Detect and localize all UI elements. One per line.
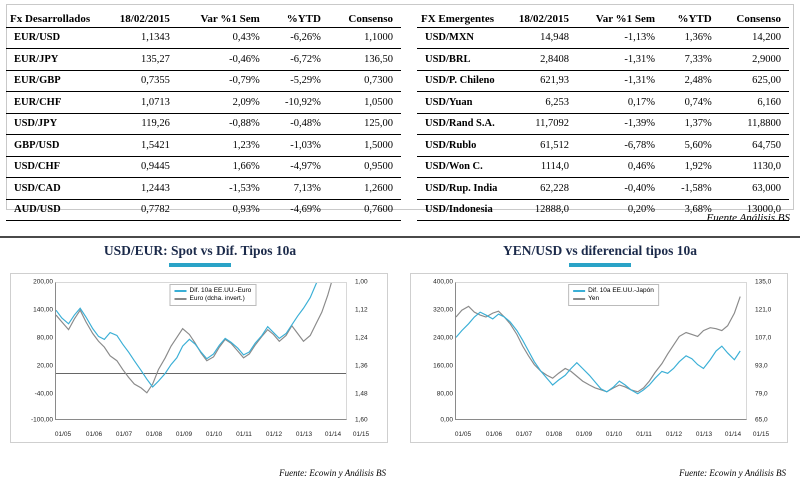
cell-consensus: 2,9000: [728, 49, 789, 71]
y-tick-label: 240,00: [433, 334, 453, 342]
y-tick-label: 160,00: [433, 362, 453, 370]
cell-consensus: 125,00: [337, 113, 401, 135]
y-tick-label: 20,00: [36, 362, 53, 370]
chart-legend-right: [568, 284, 659, 306]
table-row: [417, 113, 789, 135]
x-tick-label: 01/08: [545, 431, 563, 438]
title-accent-bar: [169, 263, 231, 267]
chart-usd-eur: [0, 240, 400, 480]
chart-title-right: YEN/USD vs diferencial tipos 10a: [502, 243, 697, 258]
y2-tick-label: 1,24: [355, 334, 368, 342]
cell-consensus: 1,1000: [337, 27, 401, 49]
y2-tick-label: 135,0: [755, 278, 772, 286]
cell-value: 0,9445: [106, 156, 186, 178]
cell-value: 11,7092: [509, 113, 585, 135]
cell-ytd: -4,97%: [274, 156, 337, 178]
cell-ytd: 5,60%: [669, 135, 728, 157]
series-line-gray: [456, 297, 740, 392]
cell-pair: USD/Rublo: [417, 135, 509, 157]
cell-var-week: 0,20%: [585, 199, 669, 221]
x-tick-label: 01/10: [605, 431, 623, 438]
cell-pair: USD/Indonesia: [417, 199, 509, 221]
col-header-consensus: Consenso: [728, 4, 789, 27]
table-header-row: [6, 4, 401, 27]
table-row: [6, 92, 401, 114]
table-row: [6, 178, 401, 200]
y-tick-label: 0,00: [440, 416, 453, 424]
col-header-consensus: Consenso: [337, 4, 401, 27]
y-tick-label: 80,00: [436, 390, 453, 398]
x-tick-label: 01/11: [236, 431, 252, 438]
cell-var-week: 0,93%: [186, 199, 274, 221]
y-tick-label: 400,00: [433, 278, 453, 286]
table-fx-emergentes: [417, 4, 789, 218]
cell-ytd: 7,33%: [669, 49, 728, 71]
table-row: [6, 113, 401, 135]
cell-consensus: 1,5000: [337, 135, 401, 157]
cell-pair: USD/Won C.: [417, 156, 509, 178]
y2-tick-label: 1,00: [355, 278, 368, 286]
cell-value: 12888,0: [509, 199, 585, 221]
y-tick-label: 140,00: [33, 306, 53, 314]
y2-tick-label: 79,0: [755, 390, 768, 398]
chart-title-left: USD/EUR: Spot vs Dif. Tipos 10a: [103, 243, 297, 258]
table-row: [6, 70, 401, 92]
cell-ytd: -0,48%: [274, 113, 337, 135]
x-tick-label: 01/11: [636, 431, 652, 438]
table-header-row: [417, 4, 789, 27]
cell-value: 0,7355: [106, 70, 186, 92]
cell-ytd: 2,48%: [669, 70, 728, 92]
cell-pair: AUD/USD: [6, 199, 106, 221]
x-tick-label: 01/15: [352, 431, 370, 438]
legend-swatch-gray: [573, 298, 585, 300]
cell-pair: EUR/CHF: [6, 92, 106, 114]
cell-pair: USD/MXN: [417, 27, 509, 49]
chart-plot-area-left: [10, 273, 388, 443]
fx-tables-section: [0, 0, 800, 218]
cell-consensus: 1130,0: [728, 156, 789, 178]
cell-consensus: 0,9500: [337, 156, 401, 178]
cell-value: 61,512: [509, 135, 585, 157]
cell-ytd: 3,68%: [669, 199, 728, 221]
cell-ytd: 1,36%: [669, 27, 728, 49]
col-header-date: 18/02/2015: [106, 4, 186, 27]
cell-pair: EUR/USD: [6, 27, 106, 49]
legend-label: Dif. 10a EE.UU.-Japón: [588, 287, 654, 294]
col-header-date: 18/02/2015: [509, 4, 585, 27]
cell-ytd: -4,69%: [274, 199, 337, 221]
chart-legend-left: [169, 284, 256, 306]
section-divider: [0, 236, 800, 238]
cell-value: 1,1343: [106, 27, 186, 49]
table-row: [417, 178, 789, 200]
cell-value: 1,2443: [106, 178, 186, 200]
cell-consensus: 11,8800: [728, 113, 789, 135]
cell-ytd: 7,13%: [274, 178, 337, 200]
legend-label: Yen: [588, 295, 600, 302]
cell-var-week: -0,40%: [585, 178, 669, 200]
cell-consensus: 64,750: [728, 135, 789, 157]
cell-pair: USD/Rand S.A.: [417, 113, 509, 135]
table-row: [417, 92, 789, 114]
cell-ytd: -1,03%: [274, 135, 337, 157]
x-tick-label: 01/12: [265, 431, 283, 438]
title-accent-bar: [569, 263, 631, 267]
fx-emerging-table: [417, 4, 789, 221]
y2-tick-label: 93,0: [755, 362, 768, 370]
x-tick-label: 01/14: [324, 431, 342, 438]
table-row: [6, 27, 401, 49]
chart-plot-area-right: [410, 273, 788, 443]
cell-ytd: 0,74%: [669, 92, 728, 114]
y2-tick-label: 1,60: [355, 416, 368, 424]
y2-tick-label: 1,12: [355, 306, 368, 314]
table-row: [6, 135, 401, 157]
y-tick-label: 320,00: [433, 306, 453, 314]
cell-pair: USD/Rup. India: [417, 178, 509, 200]
cell-pair: USD/Yuan: [417, 92, 509, 114]
cell-var-week: 0,43%: [186, 27, 274, 49]
cell-value: 135,27: [106, 49, 186, 71]
cell-pair: USD/JPY: [6, 113, 106, 135]
x-tick-label: 01/05: [54, 431, 72, 438]
x-tick-label: 01/07: [515, 431, 533, 438]
legend-swatch-blue: [174, 290, 186, 292]
fx-emerging-body: [417, 27, 789, 221]
cell-value: 1114,0: [509, 156, 585, 178]
table-row: [6, 156, 401, 178]
y2-tick-label: 121,0: [755, 306, 772, 314]
cell-consensus: 0,7300: [337, 70, 401, 92]
y2-tick-label: 107,0: [755, 334, 772, 342]
col-header-ytd: %YTD: [274, 4, 337, 27]
y-tick-label: 80,00: [36, 334, 53, 342]
cell-pair: EUR/GBP: [6, 70, 106, 92]
cell-var-week: -1,31%: [585, 49, 669, 71]
x-tick-label: 01/12: [665, 431, 683, 438]
cell-var-week: 1,66%: [186, 156, 274, 178]
cell-consensus: 1,2600: [337, 178, 401, 200]
cell-value: 14,948: [509, 27, 585, 49]
cell-pair: USD/BRL: [417, 49, 509, 71]
cell-consensus: 1,0500: [337, 92, 401, 114]
cell-var-week: 2,09%: [186, 92, 274, 114]
cell-consensus: 6,160: [728, 92, 789, 114]
source-note-tables: Fuente Análisis BS: [706, 212, 790, 224]
legend-label: Dif. 10a EE.UU.-Euro: [189, 287, 252, 294]
cell-pair: USD/P. Chileno: [417, 70, 509, 92]
col-header-pair: Fx Desarrollados: [6, 4, 106, 27]
cell-var-week: -6,78%: [585, 135, 669, 157]
legend-swatch-gray: [174, 298, 186, 300]
y2-tick-label: 1,48: [355, 390, 368, 398]
col-header-var-week: Var %1 Sem: [186, 4, 274, 27]
cell-value: 2,8408: [509, 49, 585, 71]
y-tick-label: 200,00: [33, 278, 53, 286]
cell-value: 1,0713: [106, 92, 186, 114]
cell-value: 6,253: [509, 92, 585, 114]
cell-ytd: 1,92%: [669, 156, 728, 178]
cell-ytd: -10,92%: [274, 92, 337, 114]
x-tick-label: 01/14: [724, 431, 742, 438]
y-tick-label: -40,00: [34, 390, 53, 398]
table-row: [417, 135, 789, 157]
cell-consensus: 0,7600: [337, 199, 401, 221]
legend-swatch-blue: [573, 290, 585, 292]
cell-var-week: -1,39%: [585, 113, 669, 135]
x-tick-label: 01/09: [575, 431, 593, 438]
cell-var-week: 1,23%: [186, 135, 274, 157]
x-tick-label: 01/09: [175, 431, 193, 438]
table-fx-desarrollados: [6, 4, 401, 218]
cell-var-week: 0,46%: [585, 156, 669, 178]
x-tick-label: 01/06: [85, 431, 103, 438]
cell-var-week: 0,17%: [585, 92, 669, 114]
cell-ytd: -6,72%: [274, 49, 337, 71]
cell-consensus: 136,50: [337, 49, 401, 71]
x-tick-label: 01/15: [752, 431, 770, 438]
y-tick-label: -100,00: [30, 416, 53, 424]
y2-tick-label: 1,36: [355, 362, 368, 370]
cell-var-week: -0,79%: [186, 70, 274, 92]
cell-consensus: 13000,0: [728, 199, 789, 221]
table-row: [417, 49, 789, 71]
fx-developed-body: [6, 27, 401, 221]
table-row: [6, 49, 401, 71]
cell-pair: GBP/USD: [6, 135, 106, 157]
cell-value: 0,7782: [106, 199, 186, 221]
col-header-var-week: Var %1 Sem: [585, 4, 669, 27]
cell-pair: EUR/JPY: [6, 49, 106, 71]
cell-value: 119,26: [106, 113, 186, 135]
cell-consensus: 63,000: [728, 178, 789, 200]
cell-var-week: -0,46%: [186, 49, 274, 71]
x-tick-label: 01/08: [145, 431, 163, 438]
cell-consensus: 625,00: [728, 70, 789, 92]
table-row: [417, 156, 789, 178]
x-tick-label: 01/07: [115, 431, 133, 438]
fx-developed-table: [6, 4, 401, 221]
table-row: [6, 199, 401, 221]
charts-section: [0, 240, 800, 480]
col-header-ytd: %YTD: [669, 4, 728, 27]
series-line-blue: [456, 312, 740, 394]
x-tick-label: 01/10: [205, 431, 223, 438]
cell-consensus: 14,200: [728, 27, 789, 49]
cell-value: 62,228: [509, 178, 585, 200]
x-tick-label: 01/13: [295, 431, 313, 438]
cell-var-week: -0,88%: [186, 113, 274, 135]
cell-pair: USD/CAD: [6, 178, 106, 200]
cell-pair: USD/CHF: [6, 156, 106, 178]
chart-source-right: Fuente: Ecowin y Análisis BS: [679, 468, 786, 478]
cell-ytd: -5,29%: [274, 70, 337, 92]
chart-yen-usd: [400, 240, 800, 480]
chart-source-left: Fuente: Ecowin y Análisis BS: [279, 468, 386, 478]
cell-ytd: 1,37%: [669, 113, 728, 135]
table-row: [417, 27, 789, 49]
col-header-pair: FX Emergentes: [417, 4, 509, 27]
legend-label: Euro (dcha. invert.): [189, 295, 245, 302]
cell-var-week: -1,31%: [585, 70, 669, 92]
cell-var-week: -1,13%: [585, 27, 669, 49]
y2-tick-label: 65,0: [755, 416, 768, 424]
cell-var-week: -1,53%: [186, 178, 274, 200]
cell-value: 621,93: [509, 70, 585, 92]
x-tick-label: 01/06: [485, 431, 503, 438]
x-tick-label: 01/13: [695, 431, 713, 438]
x-tick-label: 01/05: [454, 431, 472, 438]
cell-ytd: -6,26%: [274, 27, 337, 49]
table-row: [417, 70, 789, 92]
cell-ytd: -1,58%: [669, 178, 728, 200]
cell-value: 1,5421: [106, 135, 186, 157]
